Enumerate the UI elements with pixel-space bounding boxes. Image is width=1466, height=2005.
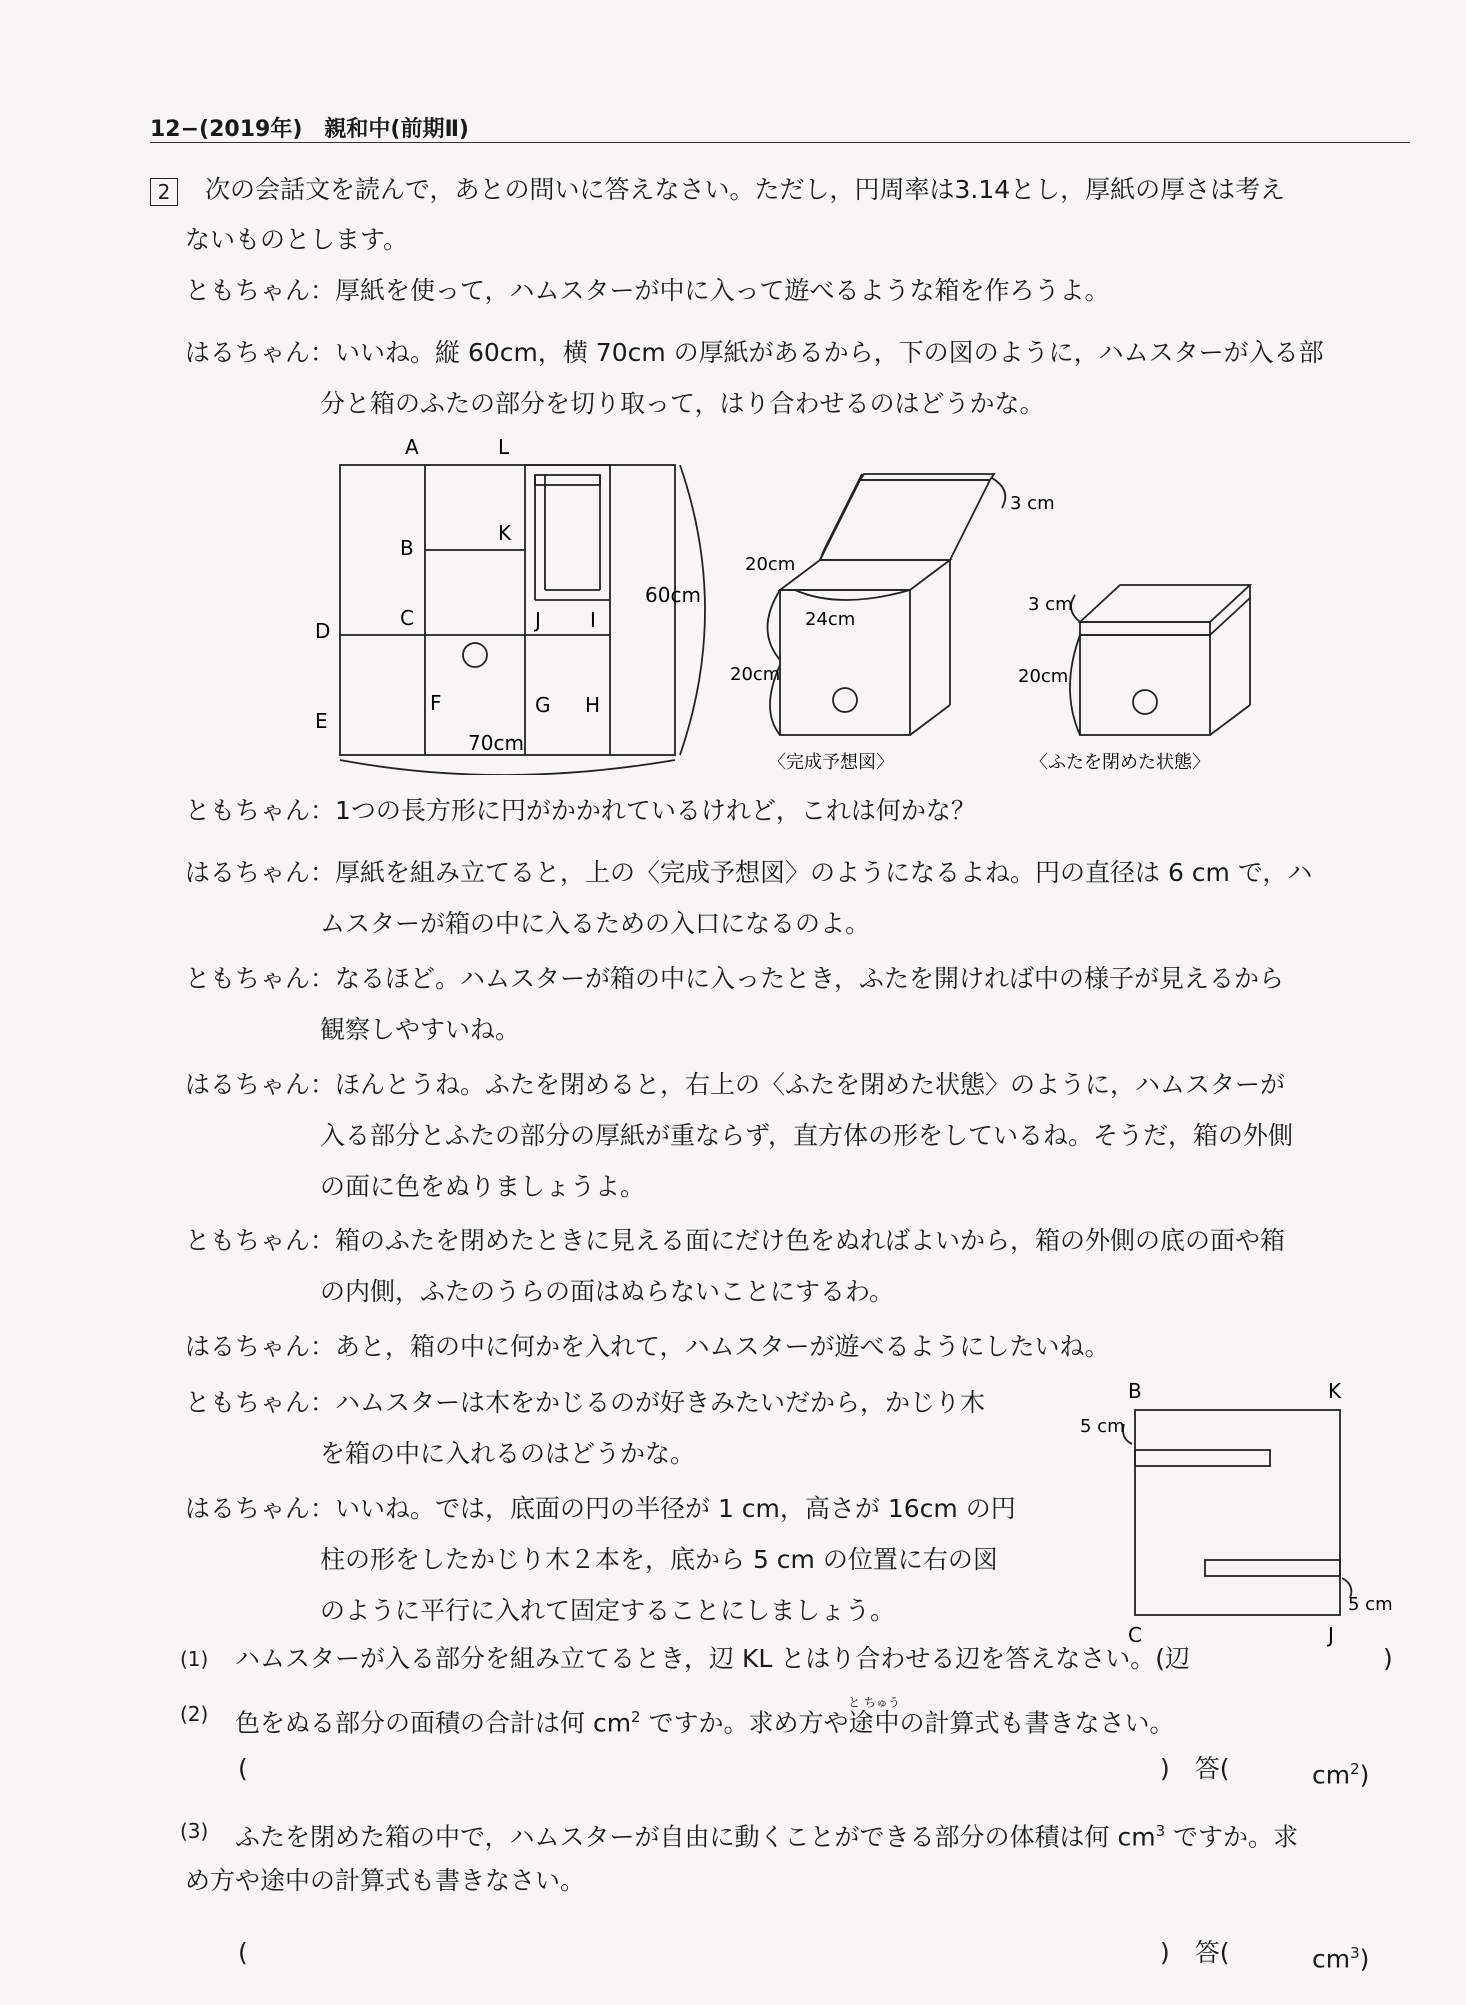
stick-top-offset-label: 5 cm [1080,1416,1125,1437]
speaker-haru: はるちゃん： [185,338,336,367]
dialogue-line: を箱の中に入れるのはどうかな。 [320,1439,696,1468]
net-label-I: I [590,608,596,632]
dialogue-line: のように平行に入れて固定することにしましょう。 [320,1596,896,1625]
stick-label-C: C [1128,1623,1142,1647]
q2-unit: $cm^2$) [1312,1760,1370,1790]
dialogue-line: 入る部分とふたの部分の厚紙が重ならず，直方体の形をしているね。そうだ，箱の外側 [320,1121,1294,1150]
speaker-haru: はるちゃん： [185,1070,336,1099]
stick-label-J: J [1328,1623,1334,1647]
dialogue-line: 柱の形をしたかじり木２本を，底から 5 cm の位置に右の図 [320,1545,998,1574]
open-lid-label: 3 cm [1010,493,1055,514]
dialogue-line: ハムスターは木をかじるのが好きみたいだから，かじり木 [335,1388,986,1417]
dialogue-line: なるほど。ハムスターが箱の中に入ったとき，ふたを開ければ中の様子が見えるから [335,964,1285,993]
speaker-tomo: ともちゃん： [185,796,336,825]
page-header: 12−(2019年) 親和中(前期Ⅱ) [150,117,469,142]
net-label-E: E [315,709,328,733]
dialogue-line: 箱のふたを閉めたときに見える面にだけ色をぬればよいから，箱の外側の底の面や箱 [335,1226,1286,1255]
q2-work-open-paren: ( [238,1754,248,1783]
net-label-A: A [405,435,419,459]
net-width-label: 70cm [468,731,524,755]
dialogue-line: 1つの長方形に円がかかれているけれど，これは何かな？ [335,796,976,825]
speaker-tomo: ともちゃん： [185,1226,336,1255]
speaker-tomo: ともちゃん： [185,964,336,993]
stick-diagram [1080,1370,1400,1650]
speaker-haru: はるちゃん： [185,1332,336,1361]
open-top-label: 20cm [745,554,796,575]
net-label-G: G [535,693,551,717]
intro-line-2: ないものとします。 [185,225,409,254]
dialogue-line: ほんとうね。ふたを閉めると，右上の〈ふたを閉めた状態〉のように，ハムスターが [335,1070,1286,1099]
closed-box-diagram [1070,585,1250,735]
dialogue-line: 分と箱のふたの部分を切り取って，はり合わせるのはどうかな。 [320,389,1045,418]
speaker-haru: はるちゃん： [185,1494,336,1523]
open-box-caption: 〈完成予想図〉 [768,752,894,773]
dialogue-line: 厚紙を組み立てると，上の〈完成予想図〉のようになるよね。円の直径は 6 cm で，ハ [335,858,1313,887]
closed-side-label: 20cm [1018,666,1069,687]
net-label-D: D [315,619,331,643]
q1-text: ハムスターが入る部分を組み立てるとき，辺 KL とはり合わせる辺を答えなさい。(辺 [235,1644,1190,1673]
q3-unit: $cm^3$) [1312,1944,1370,1974]
q1-close-paren: ) [1383,1644,1393,1673]
speaker-tomo: ともちゃん： [185,1388,336,1417]
net-label-L: L [498,435,510,459]
header-rule [150,142,1410,143]
net-label-C: C [400,606,414,630]
figures-area [300,430,1300,775]
dialogue-line: 観察しやすいね。 [320,1015,521,1044]
net-label-J: J [535,608,541,632]
q2-number: (2) [180,1702,209,1726]
dialogue-line: いいね。縦 60cm，横 70cm の厚紙があるから，下の図のように，ハムスターが入る部 [335,338,1324,367]
q3-answer-label: ) 答( [1160,1938,1230,1967]
q3-line-2: め方や途中の計算式も書きなさい。 [185,1866,586,1895]
stick-label-B: B [1128,1379,1142,1403]
question-number: 2 [150,178,178,206]
net-label-B: B [400,536,414,560]
open-box-diagram [768,474,1006,735]
net-label-F: F [430,691,442,715]
q1-number: (1) [180,1647,209,1671]
speaker-tomo: ともちゃん： [185,276,336,305]
dialogue-line: の面に色をぬりましょうよ。 [320,1172,646,1201]
dialogue-line: ムスターが箱の中に入るための入口になるのよ。 [320,909,871,938]
q3-number: (3) [180,1819,209,1843]
intro-line-1: 次の会話文を読んで，あとの問いに答えなさい。ただし，円周率は3.14とし，厚紙の厚さは考え [205,175,1286,204]
stick-label-K: K [1328,1379,1342,1403]
open-depth-label: 24cm [805,609,856,630]
net-height-label: 60cm [645,583,701,607]
q2-text: 色をぬる部分の面積の合計は何 $cm^2$ ですか。求め方や途中と ちゅうの計算式も書きなさい。 [235,1695,1175,1737]
net-label-K: K [498,521,512,545]
dialogue-line: の内側，ふたのうらの面はぬらないことにするわ。 [320,1277,895,1306]
speaker-haru: はるちゃん： [185,858,336,887]
closed-lid-label: 3 cm [1028,594,1073,615]
q2-answer-label: ) 答( [1160,1754,1230,1783]
stick-bottom-offset-label: 5 cm [1348,1594,1393,1615]
q3-work-open-paren: ( [238,1938,248,1967]
net-diagram [340,465,705,775]
closed-box-caption: 〈ふたを閉めた状態〉 [1030,752,1210,773]
dialogue-line: 厚紙を使って，ハムスターが中に入って遊べるような箱を作ろうよ。 [335,276,1110,305]
open-side-label: 20cm [730,664,781,685]
dialogue-line: いいね。では，底面の円の半径が 1 cm，高さが 16cm の円 [335,1494,1016,1523]
q3-line-1: ふたを閉めた箱の中で，ハムスターが自由に動くことができる部分の体積は何 $cm^3$ ですか。求 [235,1822,1299,1852]
net-label-H: H [585,693,601,717]
dialogue-line: あと，箱の中に何かを入れて，ハムスターが遊べるようにしたいね。 [335,1332,1110,1361]
